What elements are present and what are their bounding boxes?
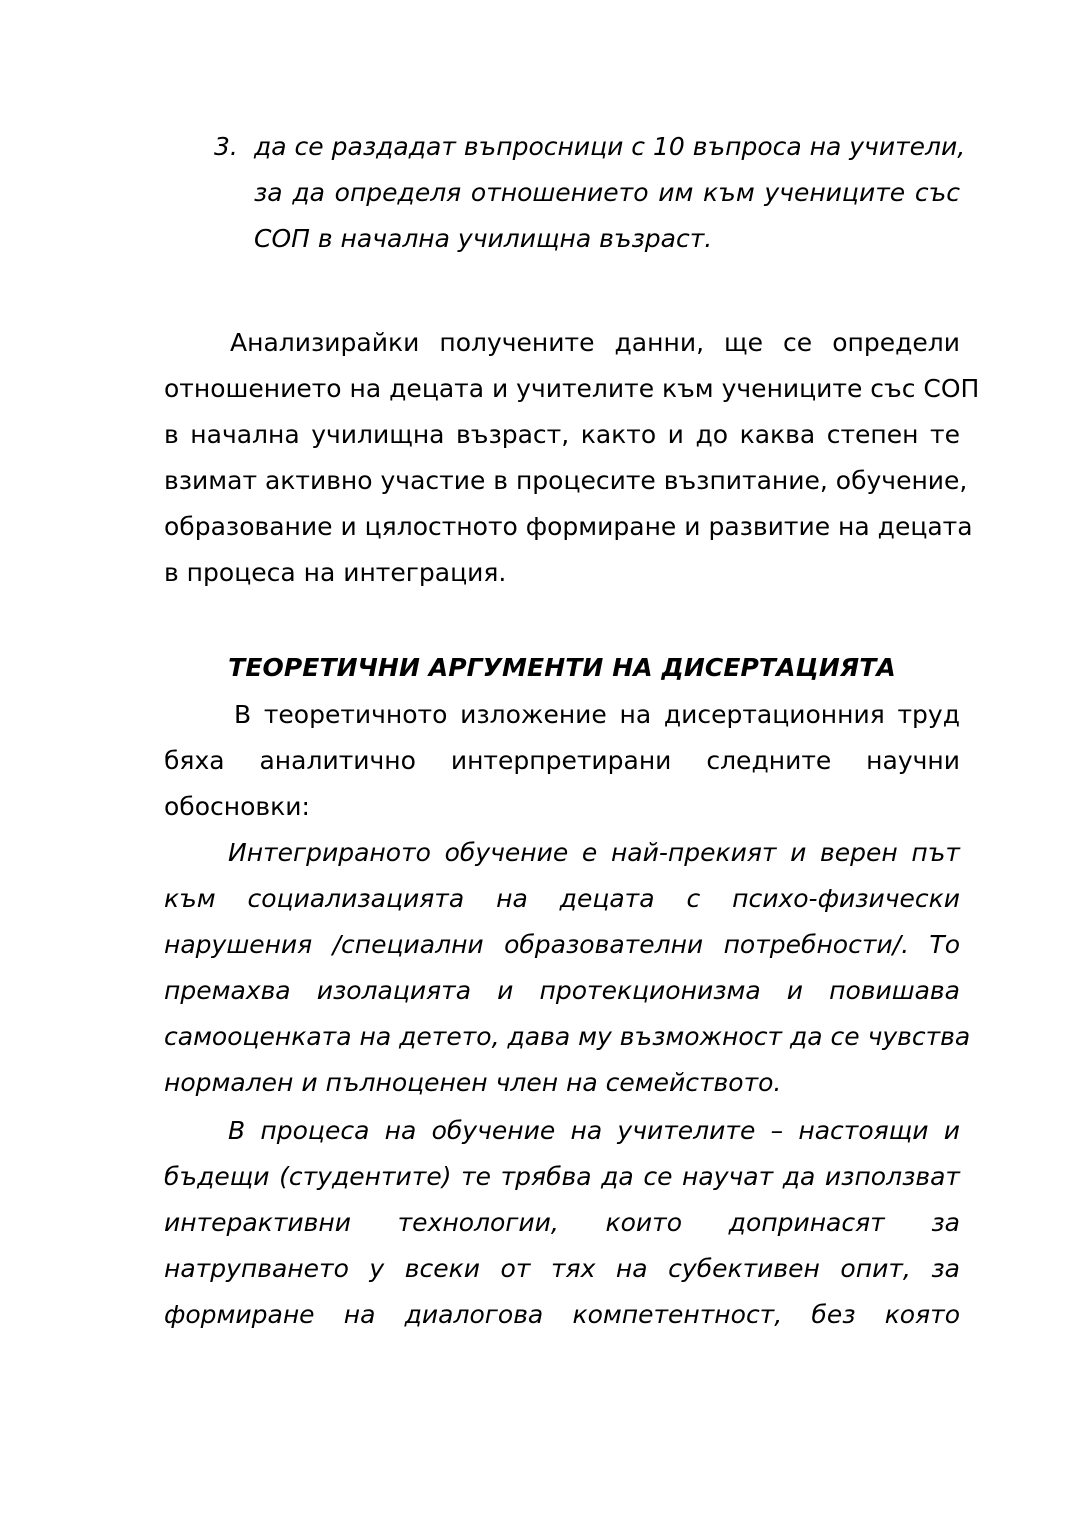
text-line: СОП в начална училищна възраст. — [254, 224, 713, 253]
text-line: самооценката на детето, дава му възможност да се чувства — [164, 1022, 971, 1051]
text-line: бяха аналитично интерпретирани следните научни — [164, 746, 960, 775]
section-heading: ТЕОРЕТИЧНИ АРГУМЕНТИ НА ДИСЕРТАЦИЯТА — [228, 653, 896, 682]
text-line: да се раздадат въпросници с 10 въпроса на учители, — [254, 132, 966, 161]
text-line: образование и цялостното формиране и развитие на децата — [164, 512, 973, 541]
text-line: В процеса на обучение на учителите – настоящи и — [228, 1116, 960, 1145]
text-line: за да определя отношението им към учениците със — [254, 178, 960, 207]
text-line: нормален и пълноценен член на семейството. — [164, 1068, 782, 1097]
text-line: в начална училищна възраст, както и до каква степен те — [164, 420, 960, 449]
text-line: натрупването у всеки от тях на субективен опит, за — [164, 1254, 960, 1283]
text-line: към социализацията на децата с психо-физически — [164, 884, 960, 913]
text-line: взимат активно участие в процесите възпитание, обучение, — [164, 466, 968, 495]
text-line: бъдещи (студентите) те трябва да се научат да използват — [164, 1162, 960, 1191]
text-line: Интегрираното обучение е най-прекият и верен път — [228, 838, 960, 867]
text-line: обосновки: — [164, 792, 310, 821]
text-line: формиране на диалогова компетентност, без която — [164, 1300, 960, 1329]
text-line: в процеса на интеграция. — [164, 558, 507, 587]
text-line: В теоретичното изложение на дисертационния труд — [234, 700, 960, 729]
text-line: Анализирайки получените данни, ще се определи — [230, 328, 960, 357]
text-line: премахва изолацията и протекционизма и повишава — [164, 976, 960, 1005]
text-line: нарушения /специални образователни потребности/. То — [164, 930, 960, 959]
text-line: отношението на децата и учителите към учениците със СОП — [164, 374, 980, 403]
text-line: интерактивни технологии, които допринасят за — [164, 1208, 960, 1237]
list-item-number: 3. — [214, 132, 238, 161]
